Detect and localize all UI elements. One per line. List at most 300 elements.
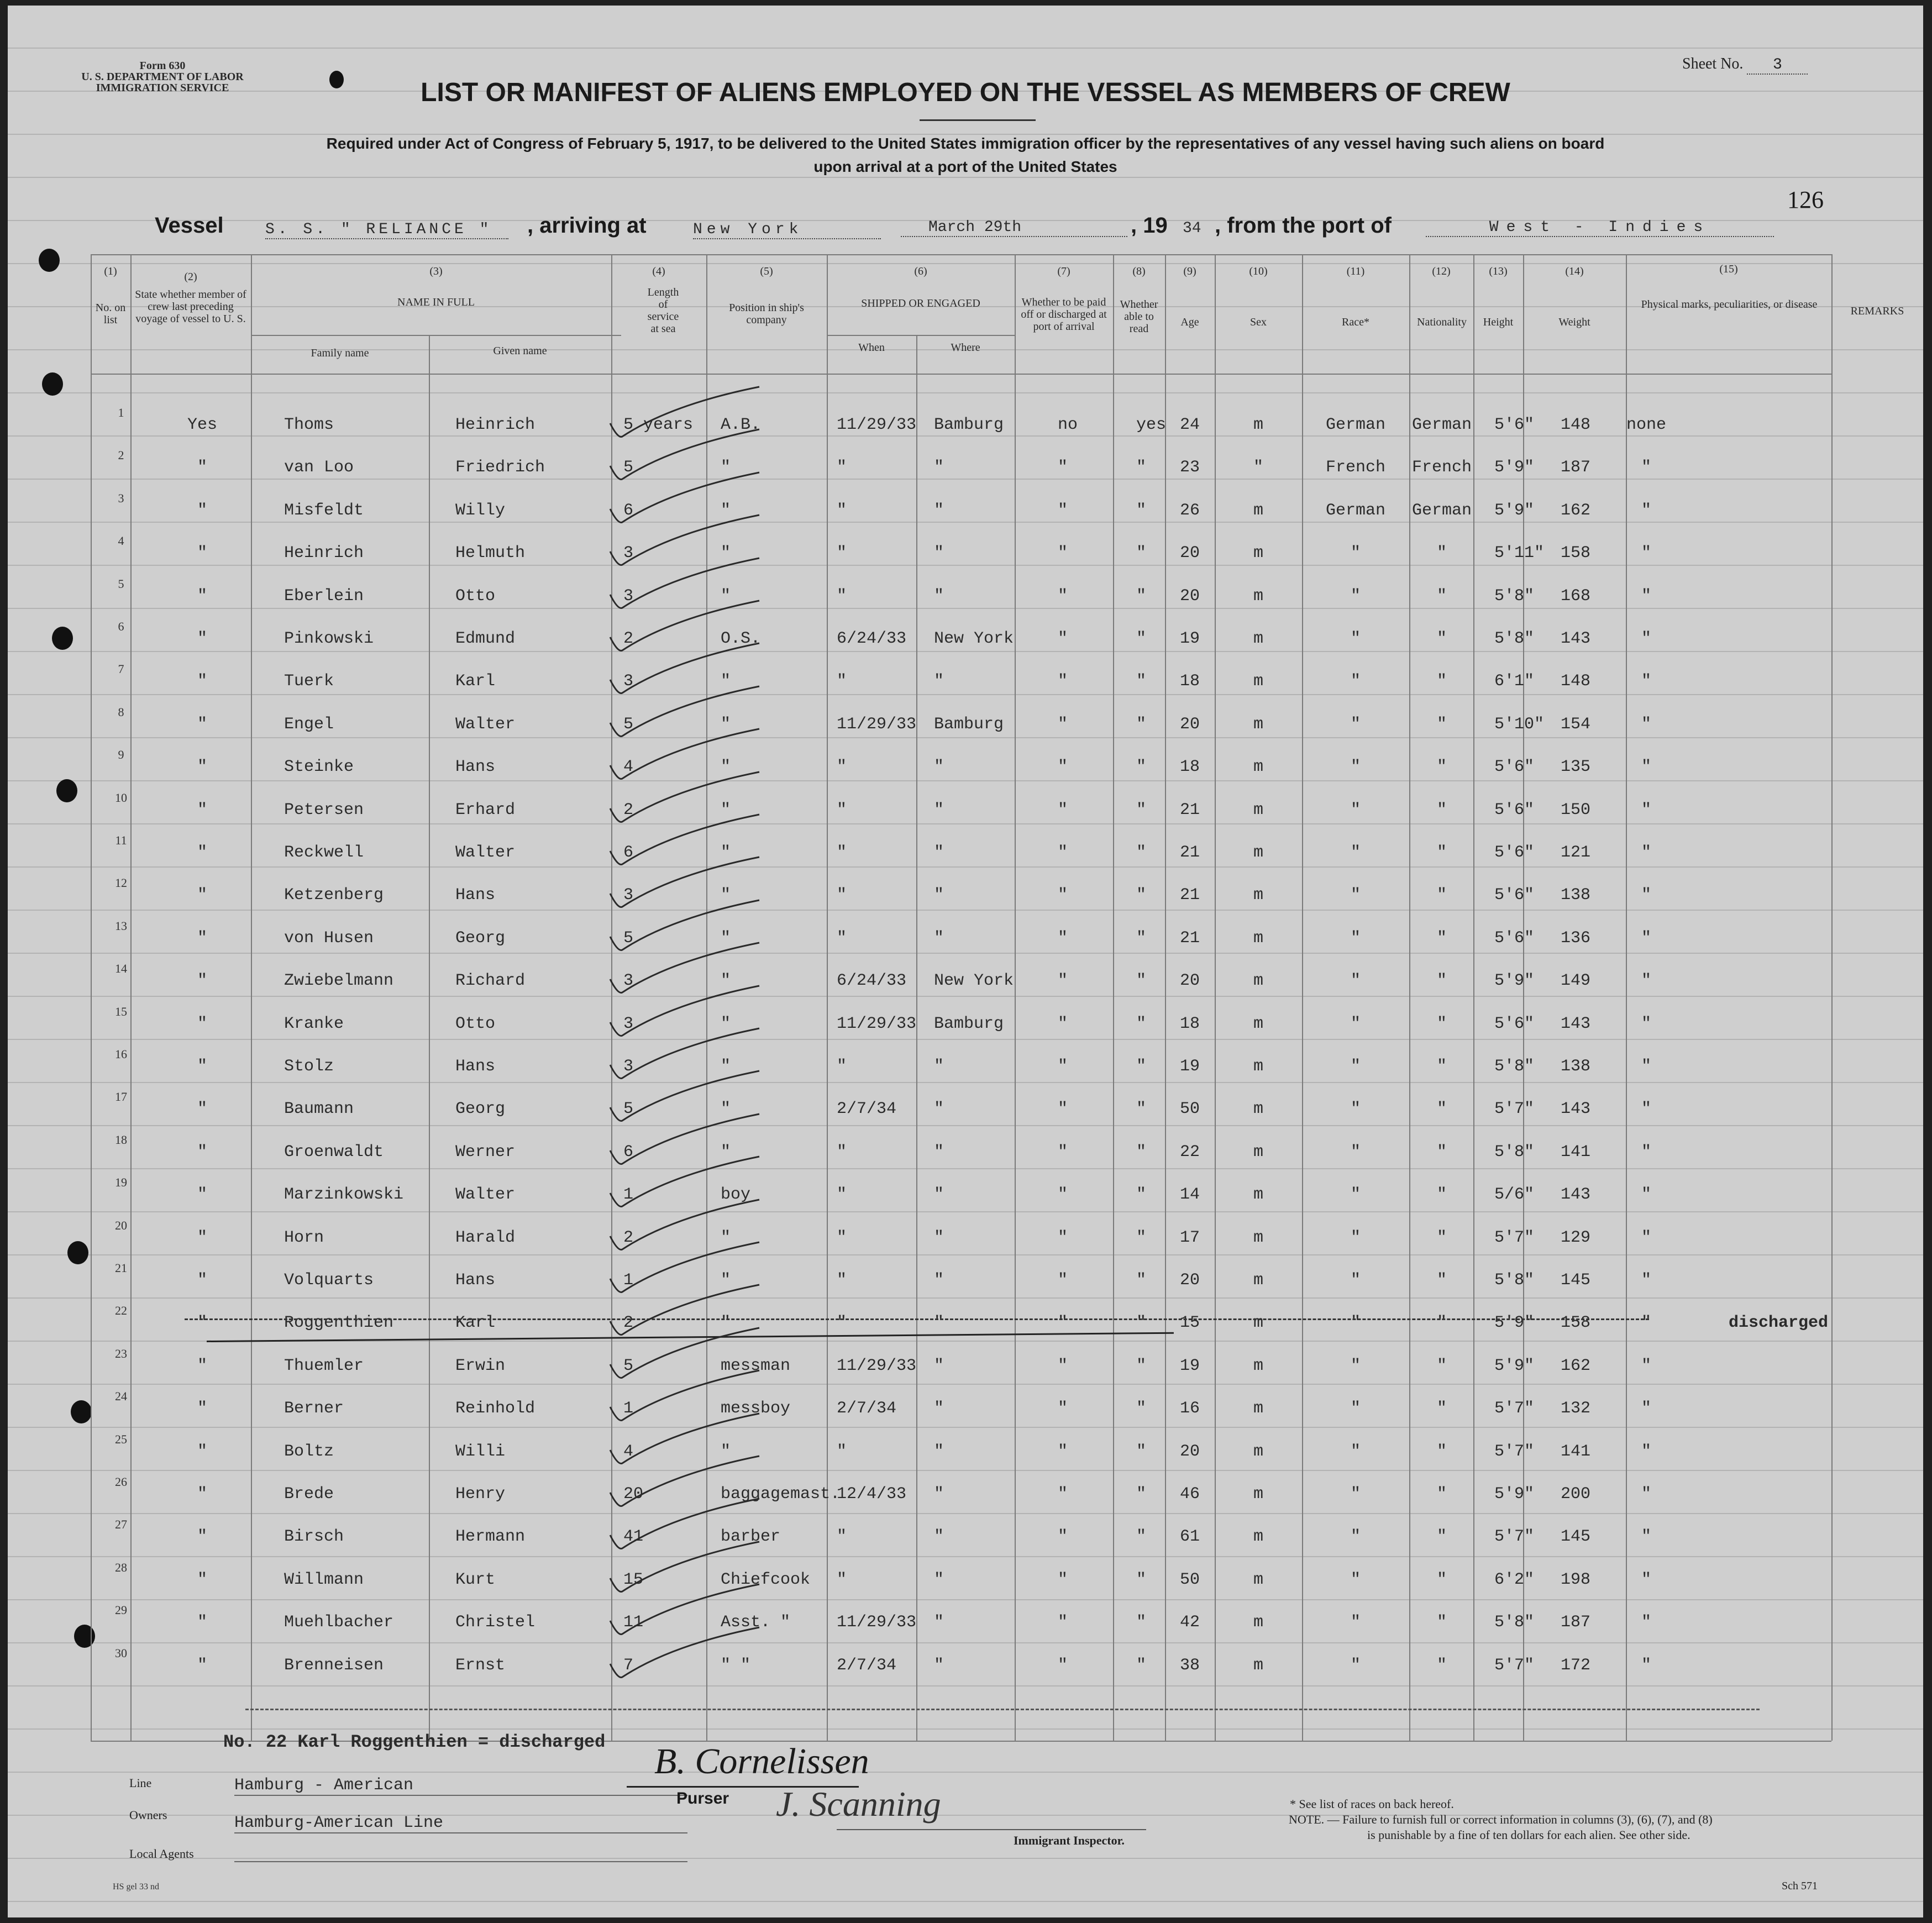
- shipped-where-cell: ": [934, 758, 944, 776]
- col10-label: Sex: [1250, 316, 1267, 328]
- position-cell: ": [721, 801, 731, 819]
- prev-voyage-cell: ": [197, 971, 207, 990]
- shipped-when-cell: ": [837, 1570, 847, 1589]
- physical-marks-cell: ": [1641, 1185, 1651, 1204]
- subtitle-line-2: upon arrival at a port of the United States: [813, 158, 1117, 175]
- height-cell: 5'6": [1494, 416, 1535, 434]
- col-border: [1831, 254, 1833, 1741]
- col7-label: Whether to be paid off or discharged at port of arrival: [1021, 296, 1107, 333]
- shipped-where-cell: Bamburg: [934, 1015, 1004, 1033]
- height-cell: 5'8": [1494, 1143, 1535, 1162]
- shipped-where-cell: ": [934, 1185, 944, 1204]
- weight-cell: 121: [1561, 843, 1591, 862]
- prev-voyage-cell: ": [197, 715, 207, 734]
- race-cell: ": [1350, 1271, 1361, 1290]
- paid-off-cell: ": [1058, 1228, 1068, 1247]
- row-number: 29: [115, 1603, 127, 1617]
- sex-cell: m: [1253, 843, 1264, 862]
- shipped-where-cell: ": [934, 929, 944, 948]
- paid-off-cell: ": [1058, 501, 1068, 520]
- service-length-cell: 7: [623, 1656, 634, 1675]
- col-border: [1626, 254, 1627, 1741]
- col14-num: (14): [1565, 265, 1584, 277]
- able-to-read-cell: ": [1136, 1100, 1147, 1118]
- punch-hole: [42, 372, 63, 396]
- col3-label: NAME IN FULL: [397, 296, 475, 308]
- col9-num: (9): [1183, 265, 1196, 277]
- prev-voyage-cell: ": [197, 1613, 207, 1632]
- shipped-where-cell: ": [934, 1613, 944, 1632]
- service-length-cell: 5: [623, 1100, 634, 1118]
- height-cell: 5'7": [1494, 1527, 1535, 1546]
- shipped-when-cell: ": [837, 1313, 847, 1332]
- height-cell: 5'6": [1494, 801, 1535, 819]
- col5-label: Position in ship's company: [729, 302, 804, 326]
- nationality-cell: ": [1436, 1613, 1447, 1632]
- nationality-cell: ": [1436, 587, 1447, 606]
- able-to-read-cell: ": [1136, 1313, 1147, 1332]
- family-name-cell: Steinke: [284, 758, 354, 776]
- physical-marks-cell: ": [1641, 1100, 1651, 1118]
- race-cell: ": [1350, 801, 1361, 819]
- sex-cell: m: [1253, 1057, 1264, 1076]
- paid-off-cell: ": [1058, 1015, 1068, 1033]
- able-to-read-cell: ": [1136, 929, 1147, 948]
- physical-marks-cell: ": [1641, 1442, 1651, 1461]
- shipped-where-cell: ": [934, 1485, 944, 1504]
- height-cell: 5'9": [1494, 971, 1535, 990]
- col3-family-label: Family name: [311, 347, 369, 359]
- given-name-cell: Hans: [455, 758, 496, 776]
- weight-cell: 168: [1561, 587, 1591, 606]
- shipped-when-cell: 11/29/33: [837, 1613, 917, 1632]
- paid-off-cell: ": [1058, 886, 1068, 905]
- row-number: 3: [118, 491, 124, 505]
- race-cell: ": [1350, 1143, 1361, 1162]
- row-number: 7: [118, 662, 124, 676]
- height-cell: 5'11": [1494, 544, 1545, 563]
- check-mark: [610, 429, 759, 480]
- weight-cell: 150: [1561, 801, 1591, 819]
- family-name-cell: Groenwaldt: [284, 1143, 384, 1162]
- weight-cell: 198: [1561, 1570, 1591, 1589]
- position-cell: ": [721, 587, 731, 606]
- position-cell: ": [721, 672, 731, 691]
- age-cell: 61: [1179, 1527, 1200, 1546]
- year-prefix: , 19: [1131, 213, 1168, 238]
- shipped-when-cell: 2/7/34: [837, 1100, 897, 1118]
- prev-voyage-cell: ": [197, 1313, 207, 1332]
- sex-cell: m: [1253, 1357, 1264, 1375]
- prev-voyage-cell: ": [197, 672, 207, 691]
- family-name-cell: von Husen: [284, 929, 374, 948]
- punch-hole: [71, 1400, 92, 1423]
- check-mark: [610, 601, 759, 651]
- check-mark: [610, 900, 759, 950]
- prev-voyage-cell: ": [197, 1485, 207, 1504]
- col-border: [1473, 254, 1474, 1741]
- family-name-cell: Birsch: [284, 1527, 344, 1546]
- paid-off-cell: ": [1058, 1185, 1068, 1204]
- check-mark: [610, 1157, 759, 1207]
- check-mark: [610, 1370, 759, 1421]
- paid-off-cell: ": [1058, 801, 1068, 819]
- fine-note-1: NOTE. — Failure to furnish full or correct information in columns (3), (6), (7), and (8): [1289, 1812, 1713, 1826]
- race-cell: French: [1325, 458, 1386, 477]
- given-name-cell: Otto: [455, 1015, 496, 1033]
- given-name-cell: Hans: [455, 886, 496, 905]
- shipped-when-cell: 2/7/34: [837, 1656, 897, 1675]
- check-mark: [610, 387, 759, 437]
- height-cell: 5'9": [1494, 1313, 1535, 1332]
- physical-marks-cell: ": [1641, 1313, 1651, 1332]
- nationality-cell: ": [1436, 843, 1447, 862]
- able-to-read-cell: ": [1136, 715, 1147, 734]
- physical-marks-cell: ": [1641, 929, 1651, 948]
- able-to-read-cell: ": [1136, 843, 1147, 862]
- physical-marks-cell: ": [1641, 715, 1651, 734]
- race-cell: ": [1350, 1100, 1361, 1118]
- col13-label: Height: [1483, 316, 1514, 328]
- row-number: 17: [115, 1090, 127, 1104]
- sex-cell: m: [1253, 715, 1264, 734]
- shipped-where-cell: Bamburg: [934, 416, 1004, 434]
- given-name-cell: Ernst: [455, 1656, 506, 1675]
- service-length-cell: 3: [623, 1057, 634, 1076]
- given-name-cell: Erwin: [455, 1357, 506, 1375]
- prev-voyage-cell: Yes: [187, 416, 217, 434]
- prev-voyage-cell: ": [197, 929, 207, 948]
- sex-cell: m: [1253, 1228, 1264, 1247]
- family-name-cell: Brenneisen: [284, 1656, 384, 1675]
- col-border: [91, 254, 92, 1741]
- shipped-when-cell: ": [837, 1271, 847, 1290]
- prev-voyage-cell: ": [197, 1357, 207, 1375]
- inspector-signature-line: [837, 1829, 1146, 1830]
- race-cell: ": [1350, 1399, 1361, 1418]
- age-cell: 46: [1179, 1485, 1200, 1504]
- race-cell: German: [1325, 416, 1386, 434]
- prev-voyage-cell: ": [197, 458, 207, 477]
- able-to-read-cell: ": [1136, 1527, 1147, 1546]
- given-name-cell: Otto: [455, 587, 496, 606]
- family-name-cell: Horn: [284, 1228, 324, 1247]
- position-cell: ": [721, 886, 731, 905]
- age-cell: 20: [1179, 1442, 1200, 1461]
- age-cell: 21: [1179, 929, 1200, 948]
- agents-label: Local Agents: [129, 1847, 194, 1861]
- service-length-cell: 3: [623, 587, 634, 606]
- col8-label: Whether able to read: [1120, 298, 1158, 335]
- age-cell: 18: [1179, 672, 1200, 691]
- given-name-cell: Friedrich: [455, 458, 545, 477]
- physical-marks-cell: ": [1641, 501, 1651, 520]
- col10-num: (10): [1249, 265, 1268, 277]
- able-to-read-cell: ": [1136, 458, 1147, 477]
- position-cell: Asst. ": [721, 1613, 791, 1632]
- weight-cell: 154: [1561, 715, 1591, 734]
- sex-cell: m: [1253, 1485, 1264, 1504]
- age-cell: 23: [1179, 458, 1200, 477]
- row-number: 24: [115, 1389, 127, 1403]
- age-cell: 16: [1179, 1399, 1200, 1418]
- col9-label: Age: [1180, 316, 1199, 328]
- family-name-cell: Zwiebelmann: [284, 971, 394, 990]
- height-cell: 5'7": [1494, 1228, 1535, 1247]
- col6-when-label: When: [858, 341, 885, 354]
- paid-off-cell: ": [1058, 1357, 1068, 1375]
- physical-marks-cell: ": [1641, 1271, 1651, 1290]
- prev-voyage-cell: ": [197, 1057, 207, 1076]
- sex-cell: m: [1253, 758, 1264, 776]
- race-cell: ": [1350, 1015, 1361, 1033]
- height-cell: 5/6": [1494, 1185, 1535, 1204]
- age-cell: 15: [1179, 1313, 1200, 1332]
- paid-off-cell: ": [1058, 1613, 1068, 1632]
- nationality-cell: ": [1436, 629, 1447, 648]
- service-label: IMMIGRATION SERVICE: [96, 82, 229, 94]
- service-length-cell: 1: [623, 1271, 634, 1290]
- able-to-read-cell: ": [1136, 1613, 1147, 1632]
- check-mark: [610, 558, 759, 608]
- sheet-number: [1682, 55, 1808, 75]
- shipped-where-cell: New York: [934, 971, 1014, 990]
- given-name-cell: Harald: [455, 1228, 516, 1247]
- physical-marks-cell: ": [1641, 801, 1651, 819]
- family-name-cell: Stolz: [284, 1057, 334, 1076]
- able-to-read-cell: ": [1136, 1656, 1147, 1675]
- service-length-cell: 3: [623, 672, 634, 691]
- check-mark: [610, 1071, 759, 1121]
- stamp-number: 126: [1787, 186, 1824, 213]
- shipped-where-cell: ": [934, 1357, 944, 1375]
- weight-cell: 158: [1561, 1313, 1591, 1332]
- col-border: [251, 254, 252, 1741]
- check-mark: [610, 857, 759, 907]
- race-cell: ": [1350, 544, 1361, 563]
- physical-marks-cell: ": [1641, 1485, 1651, 1504]
- height-cell: 5'6": [1494, 886, 1535, 905]
- nationality-cell: German: [1411, 416, 1472, 434]
- race-cell: ": [1350, 1656, 1361, 1675]
- given-name-cell: Georg: [455, 929, 506, 948]
- shipped-when-cell: ": [837, 458, 847, 477]
- nationality-cell: ": [1436, 544, 1447, 563]
- age-cell: 19: [1179, 1057, 1200, 1076]
- sheet-value: 3: [1747, 56, 1808, 75]
- able-to-read-cell: ": [1136, 1357, 1147, 1375]
- shipped-when-cell: ": [837, 801, 847, 819]
- sex-cell: m: [1253, 1399, 1264, 1418]
- shipped-when-cell: ": [837, 544, 847, 563]
- race-cell: ": [1350, 672, 1361, 691]
- able-to-read-cell: ": [1136, 758, 1147, 776]
- weight-cell: 162: [1561, 501, 1591, 520]
- arrival-date: March 29th: [901, 219, 1127, 237]
- given-name-cell: Hans: [455, 1271, 496, 1290]
- given-name-cell: Werner: [455, 1143, 516, 1162]
- col6-num: (6): [914, 265, 927, 277]
- row-number: 20: [115, 1218, 127, 1232]
- height-cell: 5'8": [1494, 629, 1535, 648]
- position-cell: " ": [721, 1656, 751, 1675]
- position-cell: Chiefcook: [721, 1570, 811, 1589]
- shipped-when-cell: ": [837, 1057, 847, 1076]
- col-border: [916, 335, 917, 1741]
- race-cell: ": [1350, 629, 1361, 648]
- shipped-where-cell: ": [934, 843, 944, 862]
- weight-cell: 145: [1561, 1527, 1591, 1546]
- position-cell: ": [721, 1313, 731, 1332]
- height-cell: 5'8": [1494, 1271, 1535, 1290]
- prev-voyage-cell: ": [197, 886, 207, 905]
- family-name-cell: Reckwell: [284, 843, 364, 862]
- weight-cell: 187: [1561, 458, 1591, 477]
- col2-label: State whether member of crew last preceding voyage of vessel to U. S.: [135, 288, 246, 325]
- given-name-cell: Willi: [455, 1442, 506, 1461]
- col-border: [1409, 254, 1410, 1741]
- arriving-at: New York: [693, 221, 881, 239]
- row-number: 11: [115, 833, 127, 847]
- height-cell: 5'6": [1494, 1015, 1535, 1033]
- service-length-cell: 6: [623, 1143, 634, 1162]
- age-cell: 21: [1179, 886, 1200, 905]
- weight-cell: 148: [1561, 672, 1591, 691]
- shipped-when-cell: ": [837, 929, 847, 948]
- able-to-read-cell: ": [1136, 1143, 1147, 1162]
- prev-voyage-cell: ": [197, 1527, 207, 1546]
- table-end-dashes: [245, 1709, 1760, 1710]
- able-to-read-cell: ": [1136, 544, 1147, 563]
- row-number: 5: [118, 577, 124, 591]
- physical-marks-cell: ": [1641, 1143, 1651, 1162]
- height-cell: 5'6": [1494, 758, 1535, 776]
- age-cell: 20: [1179, 971, 1200, 990]
- col-border: [1113, 254, 1114, 1741]
- shipped-when-cell: 11/29/33: [837, 1357, 917, 1375]
- family-name-cell: Eberlein: [284, 587, 364, 606]
- shipped-when-cell: ": [837, 886, 847, 905]
- check-mark: [610, 1028, 759, 1079]
- table-header-rule: [91, 374, 1831, 375]
- row-number: 6: [118, 619, 124, 633]
- race-cell: ": [1350, 587, 1361, 606]
- physical-marks-cell: ": [1641, 1228, 1651, 1247]
- subtitle-line-1: Required under Act of Congress of February 5, 1917, to be delivered to the United States immigration officer by the representatives of any vessel having such aliens on board: [326, 135, 1605, 152]
- position-cell: barber: [721, 1527, 781, 1546]
- agents-line: [234, 1861, 687, 1862]
- col1-label: No. on list: [95, 302, 126, 326]
- physical-marks-cell: ": [1641, 629, 1651, 648]
- service-length-cell: 3: [623, 544, 634, 563]
- height-cell: 6'1": [1494, 672, 1535, 691]
- row-number: 15: [115, 1005, 127, 1018]
- height-cell: 5'7": [1494, 1100, 1535, 1118]
- family-name-cell: Engel: [284, 715, 334, 734]
- position-cell: messman: [721, 1357, 791, 1375]
- nationality-cell: ": [1436, 1399, 1447, 1418]
- family-name-cell: Willmann: [284, 1570, 364, 1589]
- sex-cell: m: [1253, 1570, 1264, 1589]
- paid-off-cell: ": [1058, 929, 1068, 948]
- paid-off-cell: ": [1058, 715, 1068, 734]
- punch-hole: [74, 1625, 95, 1648]
- paid-off-cell: ": [1058, 1527, 1068, 1546]
- from-port-label: , from the port of: [1215, 213, 1392, 238]
- shipped-where-cell: ": [934, 544, 944, 563]
- weight-cell: 135: [1561, 758, 1591, 776]
- family-name-cell: Petersen: [284, 801, 364, 819]
- vessel-line: [155, 213, 1813, 246]
- check-mark: [610, 1328, 759, 1378]
- height-cell: 5'9": [1494, 1485, 1535, 1504]
- row-number: 2: [118, 448, 124, 462]
- service-length-cell: 6: [623, 501, 634, 520]
- shipped-where-cell: ": [934, 672, 944, 691]
- able-to-read-cell: ": [1136, 1485, 1147, 1504]
- col11-num: (11): [1346, 265, 1365, 277]
- position-cell: ": [721, 1228, 731, 1247]
- service-length-cell: 4: [623, 1442, 634, 1461]
- race-cell: ": [1350, 715, 1361, 734]
- paid-off-cell: ": [1058, 1057, 1068, 1076]
- col-border: [1215, 254, 1216, 1741]
- shipped-when-cell: 6/24/33: [837, 629, 907, 648]
- race-cell: ": [1350, 1613, 1361, 1632]
- given-name-cell: Georg: [455, 1100, 506, 1118]
- nationality-cell: ": [1436, 1442, 1447, 1461]
- able-to-read-cell: ": [1136, 1015, 1147, 1033]
- age-cell: 50: [1179, 1100, 1200, 1118]
- given-name-cell: Edmund: [455, 629, 516, 648]
- prev-voyage-cell: ": [197, 1656, 207, 1675]
- race-cell: ": [1350, 1527, 1361, 1546]
- department-label: U. S. DEPARTMENT OF LABOR: [81, 71, 244, 83]
- purser-signature: B. Cornelissen: [654, 1741, 869, 1782]
- manifest-sheet: [8, 6, 1923, 1917]
- given-name-cell: Erhard: [455, 801, 516, 819]
- check-mark: [610, 729, 759, 779]
- family-name-cell: Marzinkowski: [284, 1185, 404, 1204]
- nationality-cell: ": [1436, 801, 1447, 819]
- weight-cell: 172: [1561, 1656, 1591, 1675]
- races-note: * See list of races on back hereof.: [1290, 1797, 1454, 1811]
- paid-off-cell: ": [1058, 971, 1068, 990]
- able-to-read-cell: ": [1136, 587, 1147, 606]
- sex-cell: m: [1253, 1313, 1264, 1332]
- row-number: 27: [115, 1517, 127, 1531]
- age-cell: 19: [1179, 1357, 1200, 1375]
- service-length-cell: 11: [623, 1613, 644, 1632]
- sex-cell: m: [1253, 1442, 1264, 1461]
- physical-marks-cell: ": [1641, 1656, 1651, 1675]
- height-cell: 5'9": [1494, 1357, 1535, 1375]
- row-number: 8: [118, 705, 124, 719]
- row-number: 23: [115, 1347, 127, 1360]
- shipped-when-cell: ": [837, 1527, 847, 1546]
- punch-hole: [67, 1241, 88, 1264]
- sex-cell: m: [1253, 1527, 1264, 1546]
- able-to-read-cell: ": [1136, 1228, 1147, 1247]
- row-number: 25: [115, 1432, 127, 1446]
- service-length-cell: 2: [623, 1313, 634, 1332]
- race-cell: ": [1350, 886, 1361, 905]
- paid-off-cell: ": [1058, 1313, 1068, 1332]
- check-mark: [610, 1499, 759, 1549]
- col-border: [1302, 254, 1303, 1741]
- position-cell: ": [721, 971, 731, 990]
- sex-cell: m: [1253, 1613, 1264, 1632]
